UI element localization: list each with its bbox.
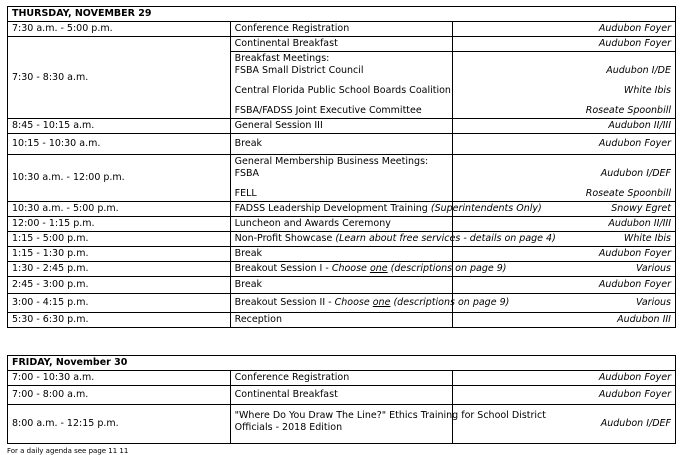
event-cell: Continental Breakfast (230, 37, 453, 52)
time-cell: 7:00 - 10:30 a.m. (8, 371, 231, 386)
location-cell: Audubon Foyer (453, 371, 676, 386)
thursday-header-row (8, 7, 676, 22)
sub-event: FSBA/FADSS Joint Executive Committee (234, 105, 422, 116)
footnote: For a daily agenda see page 11 11 (7, 447, 129, 455)
table-row (8, 134, 676, 155)
table-row (8, 313, 676, 328)
table-row (8, 37, 676, 52)
location-cell (453, 52, 676, 119)
friday-title: FRIDAY, November 30 (8, 356, 676, 371)
location-cell: Various (453, 262, 676, 277)
event-choose: Choose (334, 297, 370, 308)
event-text-continued: Officials - 2018 Edition (234, 422, 343, 433)
event-note: (Learn about free services - details on page 4) (335, 233, 556, 244)
event-text: Breakout Session I - (234, 263, 329, 274)
event-cell: Break (230, 277, 453, 294)
event-text: "Where Do You Draw The Line?" Ethics Training for School District (234, 410, 546, 421)
time-cell: 8:00 a.m. - 12:15 p.m. (8, 405, 231, 444)
table-row (8, 386, 676, 405)
table-row (8, 405, 676, 444)
table-row (8, 22, 676, 37)
time-cell: 7:30 - 8:30 a.m. (8, 37, 231, 119)
location-cell: Snowy Egret (453, 202, 676, 217)
location-cell: Audubon Foyer (453, 247, 676, 262)
friday-schedule-table (7, 355, 676, 444)
location-cell: Audubon Foyer (453, 277, 676, 294)
event-cell: Conference Registration (230, 371, 453, 386)
sub-location: Audubon I/DEF (600, 168, 671, 179)
time-cell: 7:30 a.m. - 5:00 p.m. (8, 22, 231, 37)
location-cell (453, 155, 676, 202)
location-cell: Audubon Foyer (453, 134, 676, 155)
table-row (8, 119, 676, 134)
table-row (8, 247, 676, 262)
sub-location: Audubon I/DE (606, 65, 671, 76)
event-cell (230, 405, 546, 444)
sub-location: Roseate Spoonbill (585, 105, 671, 116)
time-cell: 1:30 - 2:45 p.m. (8, 262, 231, 277)
event-one: one (369, 263, 388, 274)
event-note: (descriptions on page 9) (393, 297, 510, 308)
time-cell: 1:15 - 1:30 p.m. (8, 247, 231, 262)
table-row (8, 277, 676, 294)
event-cell (230, 155, 453, 202)
time-cell: 10:30 a.m. - 5:00 p.m. (8, 202, 231, 217)
sub-event: FSBA Small District Council (234, 65, 364, 76)
event-cell: Break (230, 247, 453, 262)
time-cell: 10:30 a.m. - 12:00 p.m. (8, 155, 231, 202)
event-one: one (372, 297, 391, 308)
event-cell: Reception (230, 313, 453, 328)
table-row (8, 294, 676, 313)
sub-event: Central Florida Public School Boards Coalition (234, 85, 451, 96)
event-choose: Choose (331, 263, 367, 274)
location-cell: White Ibis (453, 232, 676, 247)
friday-header-row (8, 356, 676, 371)
sub-event: FSBA (234, 168, 259, 179)
location-cell: Audubon II/III (453, 217, 676, 232)
location-cell: Various (453, 294, 676, 313)
event-note: (Superintendents Only) (430, 203, 542, 214)
time-cell: 7:00 - 8:00 a.m. (8, 386, 231, 405)
time-cell: 2:45 - 3:00 p.m. (8, 277, 231, 294)
event-cell: Continental Breakfast (230, 386, 453, 405)
table-row (8, 217, 676, 232)
table-row (8, 155, 676, 202)
event-text: Non-Profit Showcase (234, 233, 333, 244)
event-cell: Luncheon and Awards Ceremony (230, 217, 453, 232)
event-cell (230, 294, 510, 313)
event-cell (230, 202, 542, 217)
time-cell: 3:00 - 4:15 p.m. (8, 294, 231, 313)
time-cell: 5:30 - 6:30 p.m. (8, 313, 231, 328)
event-text: Breakout Session II - (234, 297, 332, 308)
event-cell: Conference Registration (230, 22, 453, 37)
time-cell: 12:00 - 1:15 p.m. (8, 217, 231, 232)
table-row (8, 232, 676, 247)
event-cell (230, 52, 453, 119)
event-cell (230, 262, 507, 277)
event-note: (descriptions on page 9) (390, 263, 507, 274)
table-row (8, 262, 676, 277)
event-cell (230, 232, 556, 247)
event-text: FADSS Leadership Development Training (234, 203, 428, 214)
thursday-title: THURSDAY, NOVEMBER 29 (8, 7, 676, 22)
table-row (8, 371, 676, 386)
event-cell: General Session III (230, 119, 453, 134)
time-cell: 1:15 - 5:00 p.m. (8, 232, 231, 247)
location-cell: Audubon I/DEF (453, 405, 676, 444)
thursday-schedule-table (7, 6, 676, 328)
location-cell: Audubon Foyer (453, 22, 676, 37)
time-cell: 10:15 - 10:30 a.m. (8, 134, 231, 155)
business-meetings-heading: General Membership Business Meetings: (234, 156, 429, 167)
table-row (8, 202, 676, 217)
event-cell: Break (230, 134, 453, 155)
location-cell: Audubon Foyer (453, 37, 676, 52)
time-cell: 8:45 - 10:15 a.m. (8, 119, 231, 134)
location-cell: Audubon Foyer (453, 386, 676, 405)
sub-location: White Ibis (623, 85, 671, 96)
sub-location: Roseate Spoonbill (585, 188, 671, 199)
location-cell: Audubon II/III (453, 119, 676, 134)
sub-event: FELL (234, 188, 257, 199)
location-cell: Audubon III (453, 313, 676, 328)
breakfast-meetings-heading: Breakfast Meetings: (234, 53, 330, 64)
